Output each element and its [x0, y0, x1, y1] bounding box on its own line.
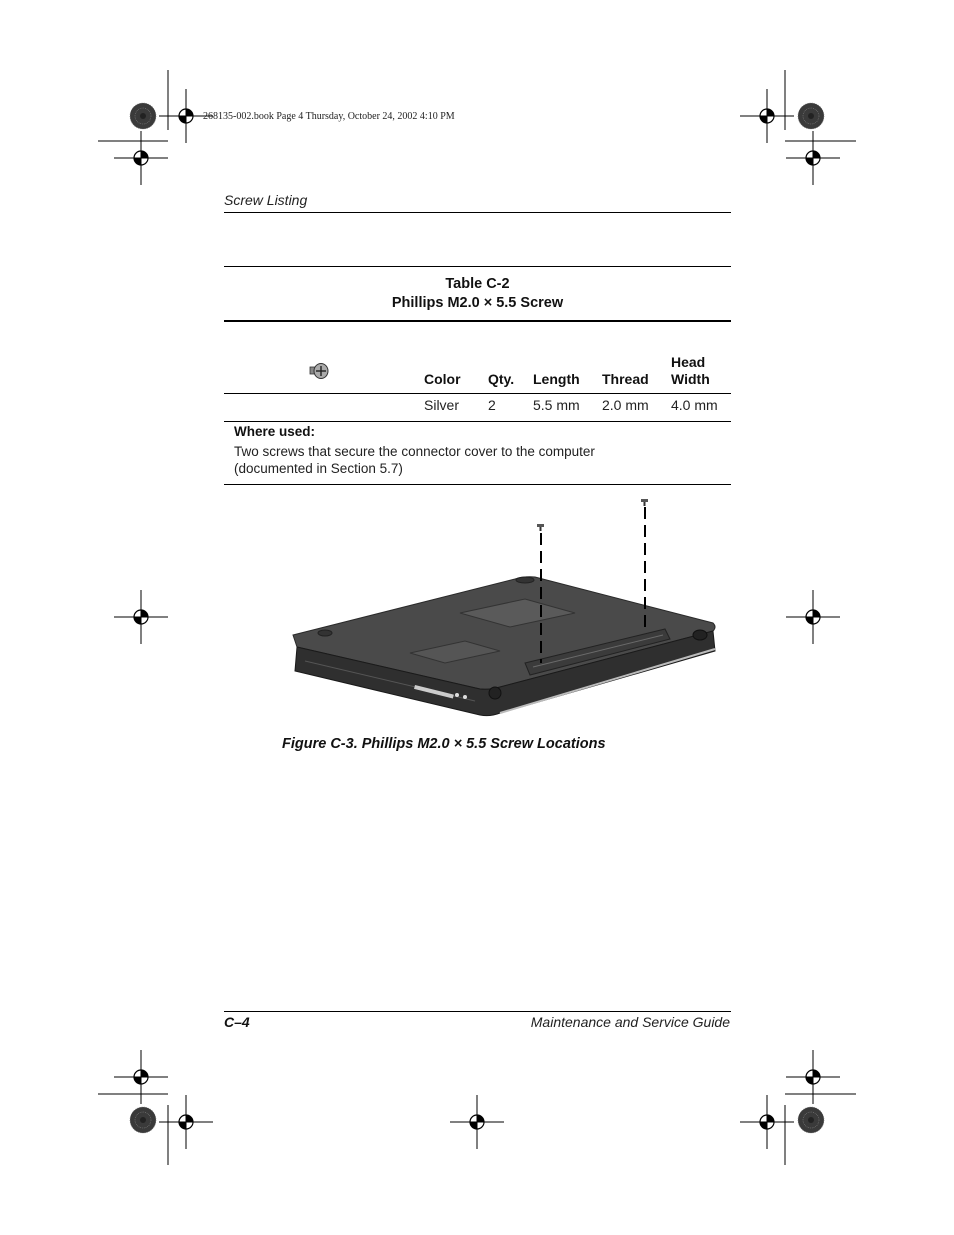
- phillips-screw-icon: [308, 362, 330, 382]
- cell-thread: 2.0 mm: [602, 397, 649, 413]
- notebook-bottom-illustration: [285, 495, 725, 725]
- guide-title: Maintenance and Service Guide: [530, 1014, 730, 1030]
- column-header-head-width: [671, 354, 710, 388]
- table-number: Table C-2: [445, 276, 510, 292]
- table-bottom-rule: [224, 484, 731, 485]
- cell-color: Silver: [424, 397, 460, 413]
- running-head: Screw Listing: [224, 192, 308, 208]
- column-header-qty: Qty.: [488, 371, 515, 387]
- header-rule: [224, 212, 731, 213]
- cell-qty: 2: [488, 397, 496, 413]
- print-info-line: 268135-002.book Page 4 Thursday, October 24, 2002 4:10 PM: [203, 111, 455, 122]
- table-title: Phillips M2.0 × 5.5 Screw: [391, 295, 564, 311]
- cell-head-width: 4.0 mm: [671, 397, 718, 413]
- cell-length: 5.5 mm: [533, 397, 580, 413]
- figure-caption: Figure C-3. Phillips M2.0 × 5.5 Screw Locations: [282, 736, 606, 752]
- column-header-thread: Thread: [602, 371, 649, 387]
- where-used-line1: Two screws that secure the connector cover to the computer: [234, 444, 595, 459]
- table-top-rule: [224, 266, 731, 267]
- column-header-head-width-line1: Head: [671, 354, 706, 370]
- where-used-line2: (documented in Section 5.7): [234, 461, 403, 476]
- table-header-rule: [224, 393, 731, 394]
- column-header-color: Color: [424, 371, 461, 387]
- column-header-length: Length: [533, 371, 580, 387]
- page-number: C–4: [224, 1014, 250, 1030]
- table-row-rule: [224, 421, 731, 422]
- column-header-head-width-line2: Width: [671, 371, 710, 387]
- where-used-text: [234, 443, 654, 477]
- footer-rule: [224, 1011, 731, 1012]
- table-caption-rule: [224, 320, 731, 322]
- where-used-title: Where used:: [234, 424, 316, 439]
- table-caption: [224, 275, 731, 313]
